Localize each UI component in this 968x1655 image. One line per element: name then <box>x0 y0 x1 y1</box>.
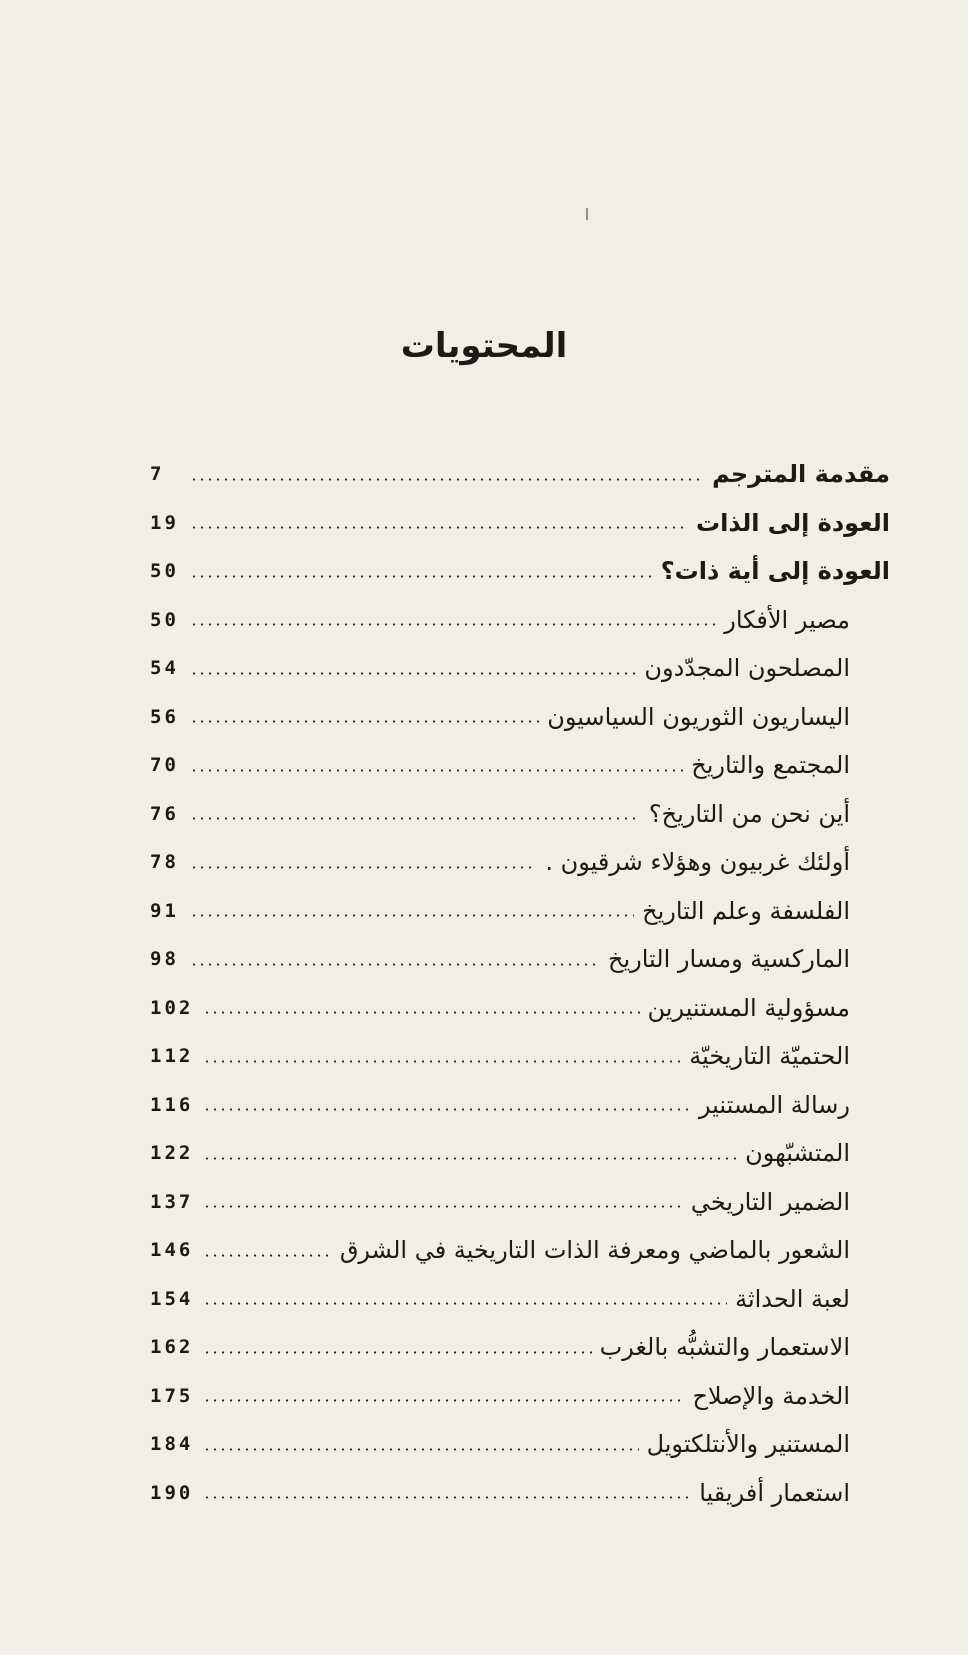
toc-entry-page: 175 <box>150 1384 194 1407</box>
toc-entry <box>150 693 890 742</box>
toc-entry <box>150 1323 890 1372</box>
toc-entry-page: 78 <box>150 851 179 874</box>
toc-entry-title: الماركسية ومسار التاريخ <box>607 945 850 974</box>
toc-entry-title: الفلسفة وعلم التاريخ <box>642 896 850 925</box>
toc-entry-page: 184 <box>150 1433 194 1456</box>
toc-entry-page: 162 <box>150 1336 194 1359</box>
toc-entry-title: المستنير والأنتلكتويل <box>646 1430 850 1459</box>
toc-entry-title: الحتميّة التاريخيّة <box>689 1042 850 1071</box>
toc-entry <box>150 596 890 645</box>
dot-leader <box>203 1205 683 1208</box>
dot-leader <box>190 672 636 675</box>
toc-entry-title: أين نحن من التاريخ؟ <box>648 799 850 828</box>
dot-leader <box>190 914 634 917</box>
page-title: المحتويات <box>400 326 568 366</box>
toc-entry-title: المصلحون المجدّدون <box>644 654 850 683</box>
toc-entry-title: الاستعمار والتشبُّه بالغرب <box>599 1333 850 1362</box>
toc-entry <box>150 1081 890 1130</box>
toc-entry-page: 56 <box>150 705 179 728</box>
toc-entry-title: الشعور بالماضي ومعرفة الذات التاريخية في الشرق <box>339 1236 850 1265</box>
toc-entry-title: أولئك غربيون وهؤلاء شرقيون . <box>545 848 850 877</box>
toc-entry-page: 122 <box>150 1142 194 1165</box>
dot-leader <box>190 769 683 772</box>
toc-entry-page: 154 <box>150 1287 194 1310</box>
dot-leader <box>190 623 716 626</box>
dot-leader <box>203 1011 639 1014</box>
toc-entry-title: رسالة المستنير <box>698 1090 850 1119</box>
toc-entry-title: المجتمع والتاريخ <box>691 751 850 780</box>
toc-entry-title: اليساريون الثوريون السياسيون <box>547 702 850 731</box>
toc-entry <box>150 887 890 936</box>
toc-entry <box>150 1129 890 1178</box>
toc-entry <box>150 450 890 499</box>
toc-entry-title: استعمار أفريقيا <box>699 1478 850 1507</box>
table-of-contents <box>150 450 890 1517</box>
toc-entry <box>150 1226 890 1275</box>
dot-leader <box>190 575 653 578</box>
dot-leader <box>190 817 641 820</box>
toc-entry <box>150 1420 890 1469</box>
toc-entry <box>150 547 890 596</box>
toc-entry <box>150 1372 890 1421</box>
toc-entry-title: العودة إلى الذات <box>696 508 890 537</box>
toc-entry <box>150 1032 890 1081</box>
toc-entry-page: 54 <box>150 657 179 680</box>
toc-entry <box>150 1275 890 1324</box>
dot-leader <box>203 1496 691 1499</box>
dot-leader <box>203 1351 591 1354</box>
dot-leader <box>190 720 539 723</box>
dot-leader <box>203 1060 681 1063</box>
toc-entry <box>150 935 890 984</box>
toc-entry <box>150 1178 890 1227</box>
toc-entry <box>150 644 890 693</box>
toc-entry <box>150 1469 890 1518</box>
toc-entry-title: الخدمة والإصلاح <box>692 1381 850 1410</box>
toc-entry-title: المتشبّهون <box>745 1139 850 1168</box>
toc-entry <box>150 984 890 1033</box>
toc-entry <box>150 838 890 887</box>
toc-entry-page: 190 <box>150 1481 194 1504</box>
dot-leader <box>190 478 704 481</box>
toc-entry-page: 76 <box>150 802 179 825</box>
toc-entry-page: 102 <box>150 996 194 1019</box>
toc-entry-title: مسؤولية المستنيرين <box>647 993 850 1022</box>
toc-entry <box>150 741 890 790</box>
toc-entry-page: 91 <box>150 899 179 922</box>
toc-entry-title: مصير الأفكار <box>724 605 850 634</box>
toc-entry-title: لعبة الحداثة <box>735 1284 850 1313</box>
dot-leader <box>203 1302 727 1305</box>
toc-entry-title: الضمير التاريخي <box>690 1187 850 1216</box>
toc-entry <box>150 790 890 839</box>
dot-leader <box>190 526 688 529</box>
toc-entry-page: 112 <box>150 1045 194 1068</box>
toc-entry <box>150 499 890 548</box>
toc-entry-title: العودة إلى أية ذات؟ <box>660 557 890 586</box>
dot-leader <box>190 866 537 869</box>
dot-leader <box>203 1108 691 1111</box>
dot-leader <box>203 1399 684 1402</box>
paper-mark <box>586 208 588 220</box>
toc-entry-page: 146 <box>150 1239 194 1262</box>
toc-entry-page: 70 <box>150 754 179 777</box>
toc-entry-title: مقدمة المترجم <box>712 460 890 489</box>
toc-entry-page: 50 <box>150 560 179 583</box>
dot-leader <box>203 1157 737 1160</box>
toc-entry-page: 137 <box>150 1190 194 1213</box>
dot-leader <box>190 963 600 966</box>
dot-leader <box>203 1254 331 1257</box>
toc-entry-page: 19 <box>150 511 179 534</box>
toc-entry-page: 7 <box>150 463 165 486</box>
toc-entry-page: 98 <box>150 948 179 971</box>
toc-entry-page: 50 <box>150 608 179 631</box>
toc-entry-page: 116 <box>150 1093 194 1116</box>
dot-leader <box>203 1448 638 1451</box>
